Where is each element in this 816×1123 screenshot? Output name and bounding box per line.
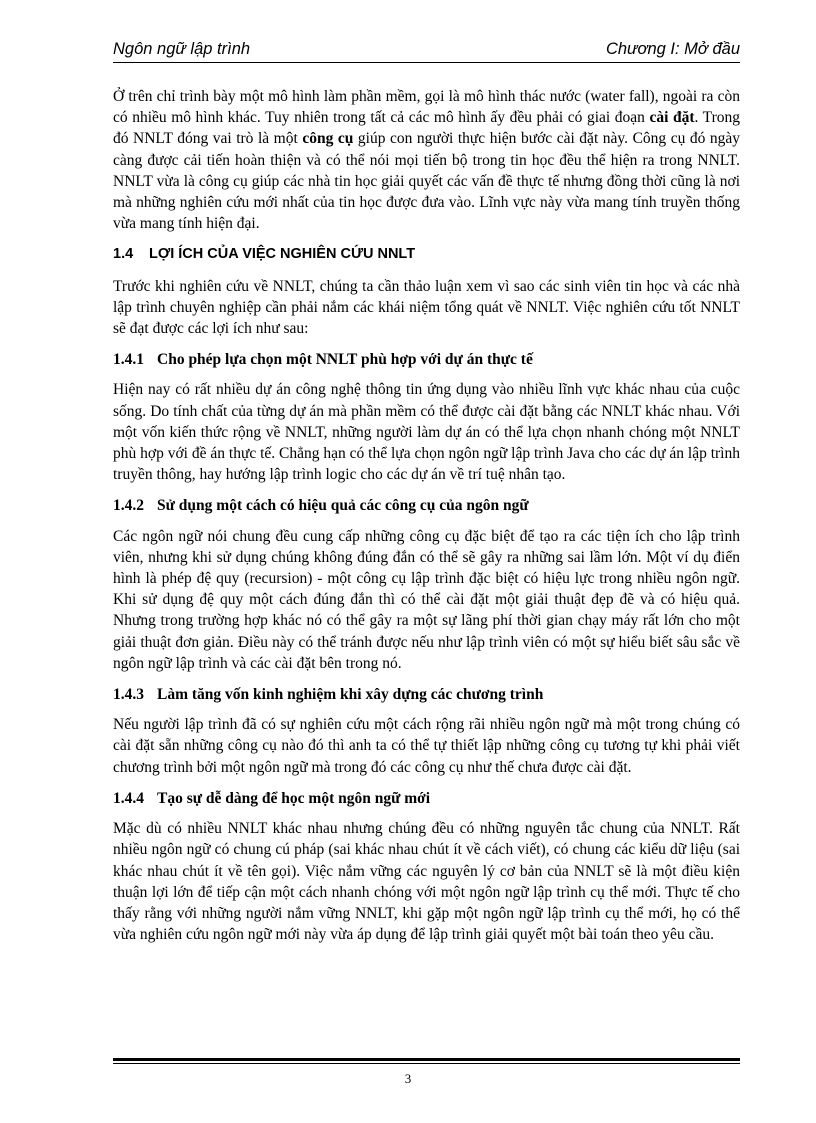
subsection-number: 1.4.4 (113, 789, 144, 807)
intro-paragraph (113, 86, 740, 234)
subsection-title: Tạo sự dễ dàng để học một ngôn ngữ mới (157, 789, 431, 807)
subsection-paragraph: Các ngôn ngữ nói chung đều cung cấp những công cụ đặc biệt để tạo ra các tiện ích cho lập trình viên, nhưng khi sử dụng chúng không đúng đắn có thể sẽ gây ra những sai lầm lớn. Một ví dụ điển hình là phép đệ quy (recursion) - một công cụ lập trình đặc biệt có hiệu lực trong nhiều ngôn ngữ. Khi sử dụng đệ quy một cách đúng đắn thì có thể cài đặt một giải thuật đẹp đẽ và có hiệu quả. Nhưng trong trường hợp khác nó có thể gây ra một sự lãng phí thời gian chạy máy rất lớn cho một giải thuật đơn giản. Điều này có thể tránh được nếu như lập trình viên có một sự hiểu biết sâu sắc về ngôn ngữ lập trình và các cài đặt bên trong nó. (113, 527, 740, 672)
intro-text-2: . Trong đó NNLT đóng vai trò là một (113, 109, 741, 148)
intro-bold-term-2: công cụ (302, 130, 354, 148)
section-title: LỢI ÍCH CỦA VIỆC NGHIÊN CỨU NNLT (149, 246, 416, 263)
subsection-title: Cho phép lựa chọn một NNLT phù hợp với dự án thực tế (157, 351, 533, 369)
intro-text-3: giúp con người thực hiện bước cài đặt này. Công cụ đó ngày càng được cải tiến hoàn thiện và có thể nói mọi tiến bộ trong tin học đều thể hiện ra trong NNLT. NNLT vừa là công cụ giúp các nhà tin học giải quyết các vấn đề thực tế nhưng đồng thời cũng là nơi mà những nghiên cứu mới nhất của tin học được đưa vào. Lĩnh vực này vừa mang tính truyền thống vừa mang tính hiện đại. (113, 130, 741, 233)
subsection-heading (113, 684, 740, 705)
subsection-number: 1.4.3 (113, 686, 144, 704)
subsection-title: Làm tăng vốn kinh nghiệm khi xây dựng các chương trình (157, 686, 544, 704)
section-heading (113, 244, 740, 265)
subsection-number: 1.4.2 (113, 497, 144, 515)
section-intro-paragraph: Trước khi nghiên cứu về NNLT, chúng ta cần thảo luận xem vì sao các sinh viên tin học và các nhà lập trình chuyên nghiệp cần phải nắm các khái niệm tổng quát về NNLT. Việc nghiên cứu tốt NNLT sẽ đạt được các lợi ích như sau: (113, 277, 740, 338)
section-number: 1.4 (113, 246, 134, 263)
subsection-paragraph: Mặc dù có nhiều NNLT khác nhau nhưng chúng đều có những nguyên tắc chung của NNLT. Rất nhiều ngôn ngữ có chung cú pháp (sai khác nhau chút ít về cách viết), có chung các kiểu dữ liệu (sai khác nhau chút ít về tên gọi). Việc nắm vững các nguyên lý cơ bản của NNLT sẽ là một điều kiện thuận lợi lớn để tiếp cận một cách nhanh chóng với một ngôn ngữ lập trình cụ thể mới. Thực tế cho thấy rằng với những người nắm vững NNLT, khi gặp một ngôn ngữ lập trình cụ thể mới, họ có thể vừa nghiên cứu ngôn ngữ mới này vừa áp dụng để lập trình giải quyết một bài toán theo yêu cầu. (113, 820, 740, 944)
page-number: 3 (404, 1071, 412, 1086)
subsection-paragraph: Hiện nay có rất nhiều dự án công nghệ thông tin ứng dụng vào nhiều lĩnh vực khác nhau của cuộc sống. Do tính chất của từng dự án mà phần mềm có thể được cài đặt bằng các NNLT khác nhau. Với một vốn kiến thức rộng về NNLT, những người làm dự án có thể lựa chọn nhanh chóng một NNLT phù hợp với đề án thực tế. Chẳng hạn có thể lựa chọn ngôn ngữ lập trình Java cho các dự án lập trình truyền thông, hay hướng lập trình logic cho các dự án về trí tuệ nhân tạo. (113, 381, 740, 484)
running-header (113, 40, 740, 63)
subsection-title: Sử dụng một cách có hiệu quả các công cụ của ngôn ngữ (157, 497, 529, 515)
header-book-title: Ngôn ngữ lập trình (113, 40, 251, 58)
footer-divider (113, 1058, 740, 1064)
subsection-paragraph: Nếu người lập trình đã có sự nghiên cứu một cách rộng rãi nhiều ngôn ngữ mà một trong chúng có cài đặt sẵn những công cụ nào đó thì anh ta có thể tự thiết lập những công cụ tương tự khi phải viết chương trình bởi một ngôn ngữ mà trong đó các công cụ như thế chưa được cài đặt. (113, 716, 740, 776)
intro-bold-term-1: cài đặt (649, 109, 695, 127)
footer-rule-thin (113, 1063, 740, 1064)
subsection-heading (113, 788, 740, 809)
subsection-heading (113, 495, 740, 516)
subsection-number: 1.4.1 (113, 351, 144, 369)
footer-rule-thick (113, 1058, 740, 1061)
subsection-heading (113, 349, 740, 370)
main-content (113, 86, 740, 955)
header-chapter-title: Chương I: Mở đầu (605, 40, 740, 58)
intro-text-1: Ở trên chỉ trình bày một mô hình làm phần mềm, gọi là mô hình thác nước (water fall), ngoài ra còn có nhiều mô hình khác. Tuy nhiên trong tất cả các mô hình ấy đều phải có giai đoạn (113, 88, 740, 127)
